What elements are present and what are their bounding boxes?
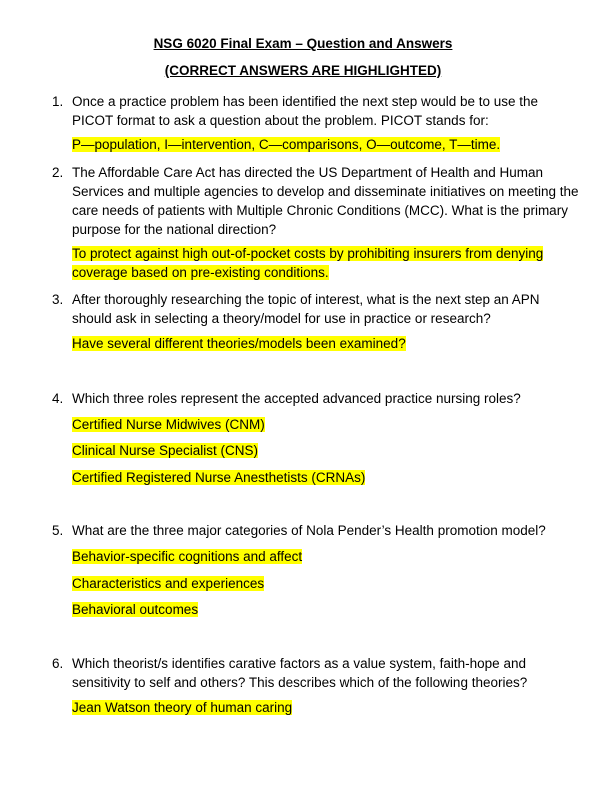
- question-4: [52, 389, 580, 408]
- question-6: [52, 654, 580, 692]
- question-1: [52, 92, 580, 130]
- question-number: 6.: [52, 656, 64, 671]
- answer-6-1: [72, 698, 292, 717]
- answer-5-1: [72, 547, 302, 566]
- answer-4-2: [72, 441, 258, 460]
- question-number: 2.: [52, 165, 64, 180]
- answer-4-3: [72, 468, 365, 487]
- question-number: 1.: [52, 94, 64, 109]
- document-title: NSG 6020 Final Exam – Question and Answers: [153, 36, 453, 51]
- question-text: The Affordable Care Act has directed the US Department of Health and Human Services and multiple agencies to develop and disseminate initiatives on meeting the care needs of patients with Multiple Chronic Conditions (MCC). What is the primary purpose for the national direction?: [72, 165, 579, 237]
- answer-5-2: [72, 574, 264, 593]
- answer-4-1: [72, 415, 265, 434]
- question-text: Which three roles represent the accepted advanced practice nursing roles?: [72, 391, 521, 406]
- question-2: [52, 163, 580, 239]
- highlighted-answer: Characteristics and experiences: [72, 576, 265, 591]
- question-number: 5.: [52, 523, 64, 538]
- highlighted-answer: Behavioral outcomes: [72, 602, 199, 617]
- highlighted-answer: Behavior-specific cognitions and affect: [72, 549, 303, 564]
- highlighted-answer: Clinical Nurse Specialist (CNS): [72, 443, 259, 458]
- question-number: 3.: [52, 292, 64, 307]
- highlighted-answer: Certified Nurse Midwives (CNM): [72, 417, 265, 432]
- question-text: What are the three major categories of Nola Pender’s Health promotion model?: [72, 523, 546, 538]
- highlighted-answer: P—population, I—intervention, C—comparisons, O—outcome, T—time.: [72, 137, 501, 152]
- highlighted-answer: Jean Watson theory of human caring: [72, 700, 293, 715]
- answer-3-1: [72, 334, 406, 353]
- answer-5-3: [72, 600, 198, 619]
- document-subtitle: (CORRECT ANSWERS ARE HIGHLIGHTED): [164, 63, 442, 78]
- question-text: Which theorist/s identifies carative factors as a value system, faith-hope and sensitivity to self and others? This describes which of the following theories?: [72, 656, 528, 690]
- question-3: [52, 290, 580, 328]
- question-number: 4.: [52, 391, 64, 406]
- question-5: [52, 521, 580, 540]
- highlighted-answer: Certified Registered Nurse Anesthetists (CRNAs): [72, 470, 366, 485]
- answer-1-1: [72, 135, 500, 154]
- answer-2-1: [72, 244, 562, 282]
- highlighted-answer: Have several different theories/models been examined?: [72, 336, 406, 351]
- question-text: Once a practice problem has been identified the next step would be to use the PICOT format to ask a question about the problem. PICOT stands for:: [72, 94, 539, 128]
- question-text: After thoroughly researching the topic of interest, what is the next step an APN should ask in selecting a theory/model for use in practice or research?: [72, 292, 540, 326]
- highlighted-answer: To protect against high out-of-pocket costs by prohibiting insurers from denying coverage based on pre-existing conditions.: [72, 246, 544, 280]
